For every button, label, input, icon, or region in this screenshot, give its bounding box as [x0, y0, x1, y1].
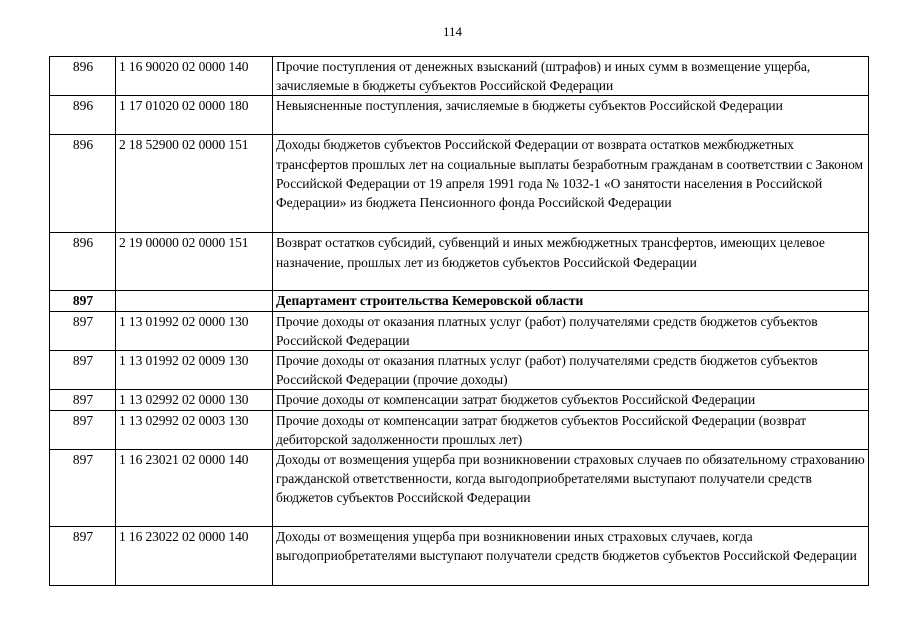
admin-code-cell: 897 [50, 410, 116, 449]
budget-code-cell: 1 16 90020 02 0000 140 [116, 57, 273, 96]
description-cell: Невыясненные поступления, зачисляемые в бюджеты субъектов Российской Федерации [273, 96, 869, 135]
budget-code-cell: 1 13 02992 02 0000 130 [116, 390, 273, 410]
admin-code-cell: 897 [50, 351, 116, 390]
budget-code-table [49, 56, 869, 586]
admin-code-cell: 897 [50, 291, 116, 311]
budget-code-cell [116, 291, 273, 311]
description-cell: Прочие доходы от оказания платных услуг (работ) получателями средств бюджетов субъектов Российской Федерации (прочие доходы) [273, 351, 869, 390]
table-row [50, 135, 869, 233]
description-cell: Прочие доходы от оказания платных услуг (работ) получателями средств бюджетов субъектов Российской Федерации [273, 311, 869, 350]
description-cell: Прочие доходы от компенсации затрат бюджетов субъектов Российской Федерации [273, 390, 869, 410]
admin-code-cell: 896 [50, 135, 116, 233]
admin-code-cell: 897 [50, 450, 116, 527]
budget-code-cell: 1 17 01020 02 0000 180 [116, 96, 273, 135]
description-cell: Доходы бюджетов субъектов Российской Федерации от возврата остатков межбюджетных трансфертов прошлых лет на социальные выплаты безработным гражданам в соответствии с Законом Российской Федерации от 19 апреля 1991 года № 1032-1 «О занятости населения в Российской Федерации» из бюджета Пенсионного фонда Российской Федерации [273, 135, 869, 233]
description-cell: Прочие поступления от денежных взысканий (штрафов) и иных сумм в возмещение ущерба, зачисляемые в бюджеты субъектов Российской Федерации [273, 57, 869, 96]
table-row [50, 57, 869, 96]
description-cell: Прочие доходы от компенсации затрат бюджетов субъектов Российской Федерации (возврат дебиторской задолженности прошлых лет) [273, 410, 869, 449]
table-row [50, 450, 869, 527]
budget-code-cell: 2 18 52900 02 0000 151 [116, 135, 273, 233]
description-cell: Возврат остатков субсидий, субвенций и иных межбюджетных трансфертов, имеющих целевое назначение, прошлых лет из бюджетов субъектов Российской Федерации [273, 233, 869, 291]
table-row [50, 527, 869, 586]
page-number: 114 [442, 24, 463, 39]
admin-code-cell: 897 [50, 311, 116, 350]
table-row [50, 311, 869, 350]
table-row [50, 233, 869, 291]
admin-code-cell: 896 [50, 233, 116, 291]
table-row [50, 351, 869, 390]
department-name-cell: Департамент строительства Кемеровской области [273, 291, 869, 311]
description-cell: Доходы от возмещения ущерба при возникновении иных страховых случаев, когда выгодоприобретателями выступают получатели средств бюджетов субъектов Российской Федерации [273, 527, 869, 586]
table-row-department [50, 291, 869, 311]
admin-code-cell: 897 [50, 527, 116, 586]
budget-code-cell: 1 16 23022 02 0000 140 [116, 527, 273, 586]
admin-code-cell: 896 [50, 57, 116, 96]
budget-code-cell: 1 13 02992 02 0003 130 [116, 410, 273, 449]
description-cell: Доходы от возмещения ущерба при возникновении страховых случаев по обязательному страхованию гражданской ответственности, когда выгодоприобретателями выступают получатели средств бюджетов субъектов Российской Федерации [273, 450, 869, 527]
budget-code-cell: 1 13 01992 02 0000 130 [116, 311, 273, 350]
table-row [50, 410, 869, 449]
admin-code-cell: 896 [50, 96, 116, 135]
budget-code-cell: 1 13 01992 02 0009 130 [116, 351, 273, 390]
admin-code-cell: 897 [50, 390, 116, 410]
budget-code-cell: 1 16 23021 02 0000 140 [116, 450, 273, 527]
table-row [50, 390, 869, 410]
budget-code-cell: 2 19 00000 02 0000 151 [116, 233, 273, 291]
table-row [50, 96, 869, 135]
